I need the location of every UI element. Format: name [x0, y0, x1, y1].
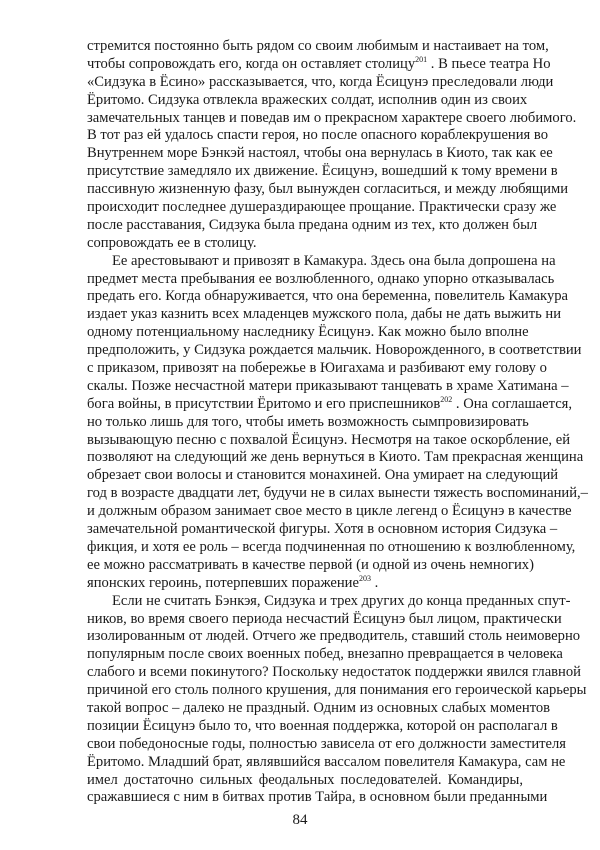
text-line [87, 521, 558, 539]
text-line [87, 575, 523, 593]
text-line [87, 772, 523, 790]
line-text: такой вопрос – далеко не праздный. Одним из основных слабых моментов [87, 699, 551, 716]
line-text: после расставания, Сидзука была предана одним из тех, кто должен был [87, 216, 538, 233]
text-line [87, 394, 573, 414]
text-line [87, 216, 538, 235]
text-line [87, 431, 571, 450]
line-text: популярным после своих военных побед, внезапно превращается в человека [87, 646, 563, 663]
text-line [87, 628, 581, 646]
line-text: предмет места пребывания ее возлюбленного, однако упорно отказывалась [87, 270, 555, 287]
text-line [87, 145, 553, 163]
line-text: с приказом, привозят на побережье в Юигахама и разбивают ему голову о [87, 360, 547, 377]
line-text: слабого и всеми покинутого? Поскольку недостаток поддержки явился главной [87, 664, 581, 681]
line-text-continued: . Она соглашается, [452, 395, 573, 412]
line-text: фикция, и хотя ее роль – всегда подчиненная по отношению к возлюбленному, [87, 538, 576, 555]
line-text: Если не считать Бэнкэя, Сидзука и трех других до конца преданных спут- [112, 592, 571, 609]
text-line [87, 342, 582, 360]
text-line [87, 735, 566, 754]
text-line [87, 288, 569, 306]
text-line [87, 38, 549, 56]
line-text: обрезает свои волосы и становится монахиней. Она умирает на следующий [87, 467, 559, 484]
text-line [87, 270, 555, 289]
text-line [87, 610, 562, 629]
line-text: ников, во время своего периода несчастий Ёсицунэ был лицом, практически [87, 610, 562, 627]
text-line [87, 235, 523, 253]
page-number: 84 [292, 812, 308, 828]
text-line [87, 252, 556, 271]
footnote-ref: 201 [415, 54, 428, 64]
text-line [87, 449, 584, 467]
text-line [87, 73, 554, 92]
line-text: но только лишь для того, чтобы иметь возможность сымпровизировать [87, 413, 529, 430]
line-text: происходит последнее душераздирающее прощание. Практически сразу же [87, 199, 557, 216]
text-line [87, 538, 576, 557]
text-line [87, 503, 572, 521]
text-line [87, 753, 566, 772]
line-text: позволяют на следующий же день вернуться в Киото. Там прекрасная женщина [87, 449, 584, 466]
line-text: ее можно рассматривать в качестве первой (и одной из очень немногих) [87, 556, 534, 573]
line-text: японских героинь, потерпевших поражение [87, 574, 359, 591]
line-text: чтобы сопровождать его, когда он оставляет столицу [87, 55, 416, 72]
text-line [87, 127, 548, 145]
line-text-continued: . В пьесе театра Но [427, 55, 551, 72]
text-line [87, 467, 559, 485]
line-text: замечательной романтической фигуры. Хотя в основном история Сидзука – [87, 521, 558, 538]
line-text: В тот раз ей удалось спасти героя, но после опасного кораблекрушения во [87, 127, 548, 144]
text-line [87, 324, 529, 342]
line-text: стремится постоянно быть рядом со своим любимым и настаивает на том, [87, 38, 549, 54]
line-text: причиной его столь полного крушения, для понимания его героической карьеры [87, 682, 587, 699]
text-line [87, 413, 529, 432]
text-line [87, 485, 588, 503]
line-text: Ёритомо. Младший брат, являвшийся вассалом повелителя Камакура, сам не [87, 753, 566, 770]
line-text: Ее арестовывают и привозят в Камакура. Здесь она была допрошена на [112, 252, 556, 269]
text-line [87, 682, 587, 700]
line-text: присутствие замедляло их движение. Ёсицунэ, вошедший к тому времени в [87, 163, 558, 180]
text-line [87, 556, 534, 575]
text-line [87, 199, 557, 217]
line-text: замечательных танцев и поведав им о прекрасном характере своего любимого. [87, 109, 577, 126]
line-text: сопровождать ее в столицу. [87, 234, 257, 251]
line-text: скалы. Позже несчастной матери приказывают танцевать в храме Хатимана – [87, 377, 569, 394]
footnote-ref: 202 [440, 394, 453, 404]
line-text: предположить, у Сидзука рождается мальчик. Новорожденного, в соответствии [87, 342, 582, 359]
text-line [87, 789, 548, 807]
text-line [87, 54, 551, 74]
text-line [87, 360, 547, 378]
line-text: Ёритомо. Сидзука отвлекла вражеских солдат, исполнив один из своих [87, 91, 528, 108]
text-line [87, 181, 569, 199]
line-text-continued: . [370, 574, 379, 591]
text-line [87, 306, 562, 324]
line-text: издает указ казнить всех младенцев мужского пола, дабы не дать выжить ни [87, 306, 562, 323]
text-line [87, 699, 551, 718]
line-text: свои победоносные годы, полностью зависела от его должности заместителя [87, 735, 566, 752]
text-line [87, 91, 528, 110]
line-text: сражавшиеся с ним в битвах против Тайра, в основном были преданными [87, 789, 548, 806]
line-text: изолированным от людей. Отчего же предводитель, ставший столь неимоверно [87, 628, 581, 645]
line-text: год в возрасте двадцати лет, будучи не в силах вынести тяжесть воспоминаний,– [87, 485, 588, 502]
line-text: предать его. Когда обнаруживается, что она беременна, повелитель Камакура [87, 288, 569, 305]
line-text: и должным образом занимает свое место в цикле легенд о Ёсицунэ в качестве [87, 503, 572, 520]
line-text: пассивную жизненную фазу, был вынужден согласиться, и между любящими [87, 181, 569, 198]
text-line [87, 592, 571, 611]
line-text: имел достаточно сильных феодальных последователей. Командиры, [87, 771, 523, 788]
line-text: Внутреннем море Бэнкэй настоял, чтобы она вернулась в Киото, так как ее [87, 145, 553, 162]
text-line [87, 109, 577, 128]
line-text: «Сидзука в Ёсино» рассказывается, что, когда Ёсицунэ преследовали люди [87, 73, 554, 90]
line-text: позиции Ёсицунэ было то, что военная поддержка, которой он располагал в [87, 717, 558, 734]
body-text [87, 38, 588, 807]
line-text: вызывающую песню с похвалой Ёсицунэ. Несмотря на такое оскорбление, ей [87, 431, 571, 448]
text-line [87, 163, 558, 181]
text-line [87, 377, 569, 396]
line-text: бога войны, в присутствии Ёритомо и его приспешников [87, 395, 441, 412]
text-line [87, 664, 581, 682]
footnote-ref: 203 [358, 573, 371, 583]
line-text: одному потенциальному наследнику Ёсицунэ. Как можно было вполне [87, 324, 529, 341]
text-line [87, 717, 558, 736]
text-line [87, 646, 563, 664]
